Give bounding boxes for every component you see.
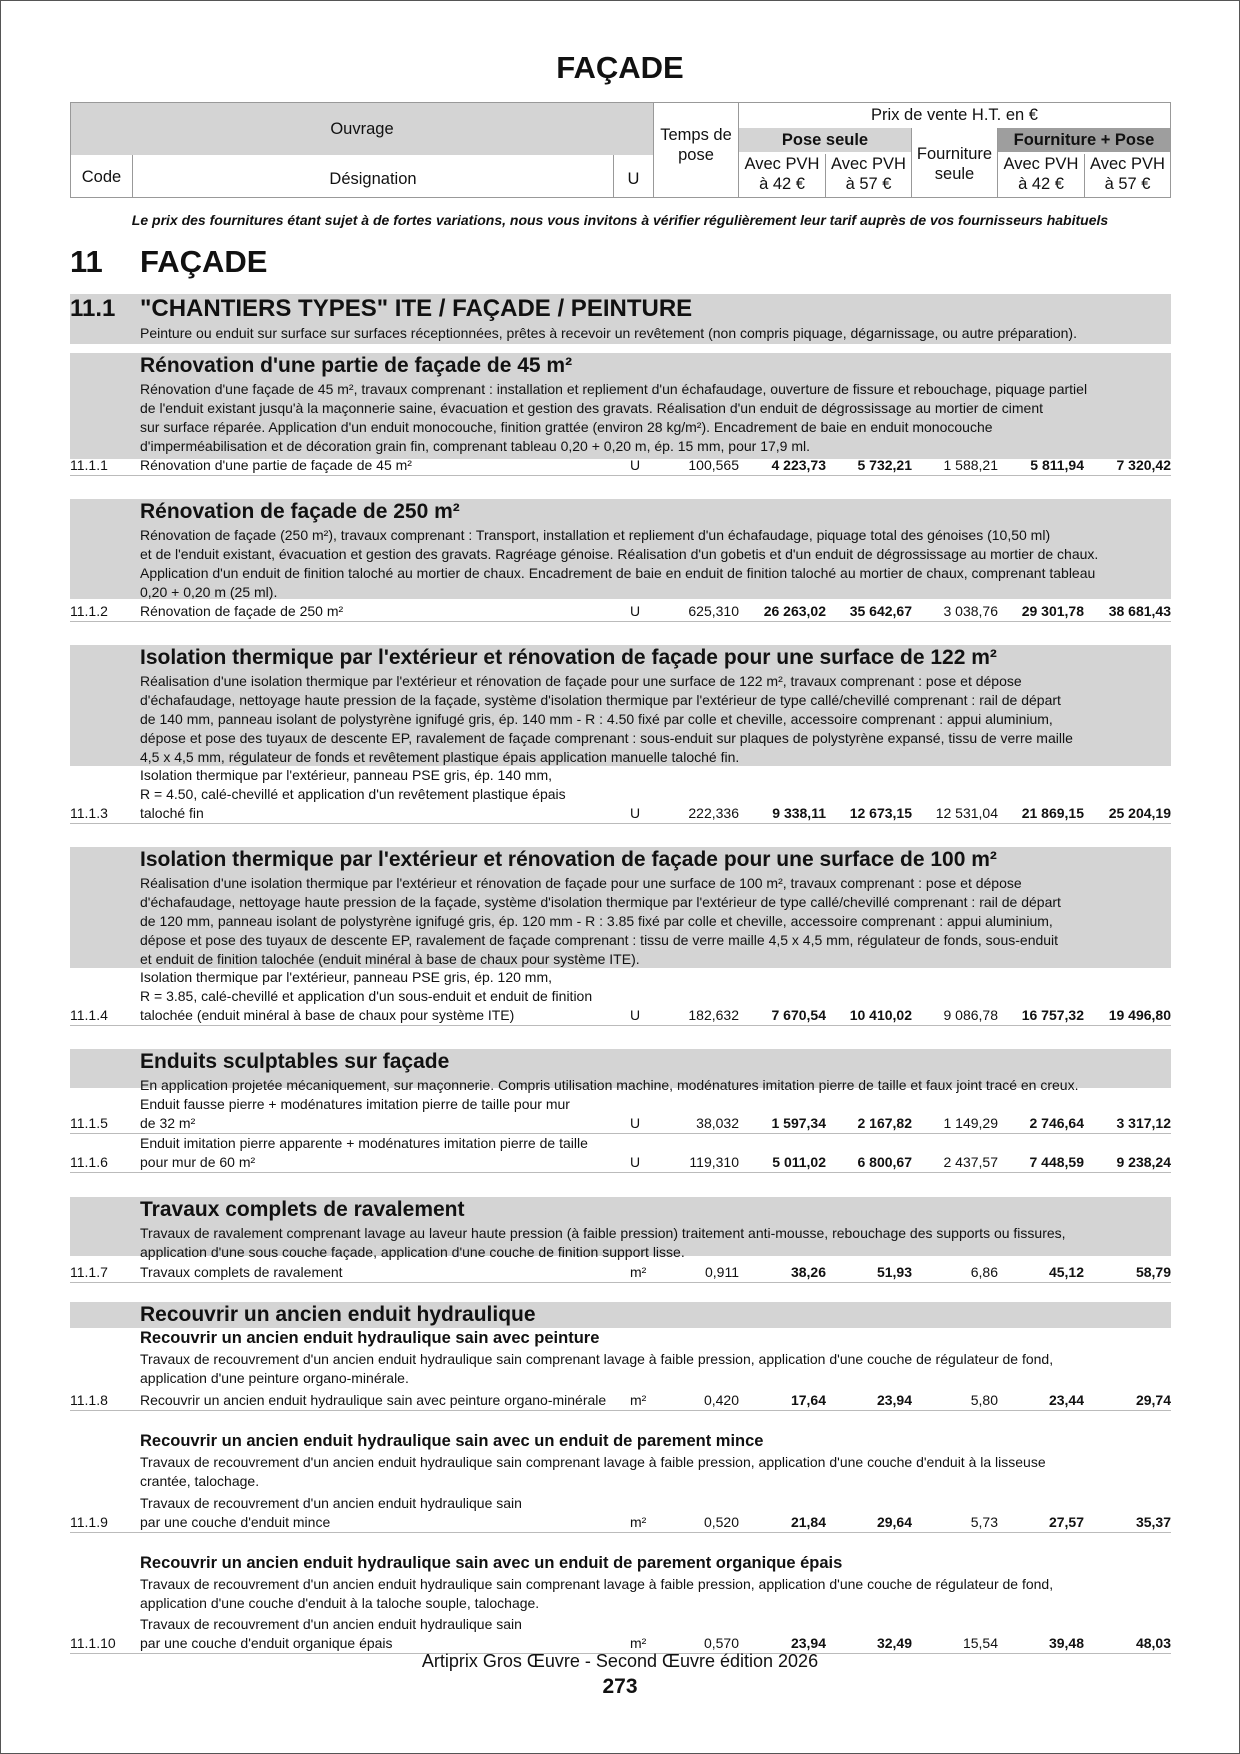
- group-description-line: et enduit de finition talochée (enduit minéral à base de chaux pour système ITE).: [140, 951, 640, 967]
- row-designation: [140, 1615, 640, 1653]
- row-fp-pvh57: 19 496,80: [1108, 1007, 1171, 1023]
- header-pose-pvh42: Avec PVH à 42 €: [744, 155, 820, 193]
- row-pose-pvh57: 12 673,15: [849, 805, 912, 821]
- header-fourniture-pose: Fourniture + Pose: [998, 128, 1170, 152]
- row-code: 11.1.2: [70, 603, 108, 619]
- row-designation-line: Enduit imitation pierre apparente + modénatures imitation pierre de taille: [140, 1135, 588, 1151]
- group-description-line: de l'enduit existant jusqu'à la maçonnerie saine, évacuation et gestion des gravats. Réalisation d'un enduit de dégrossissage au mortier de ciment: [140, 400, 1044, 416]
- row-fp-pvh57: 38 681,43: [1108, 603, 1171, 619]
- table-row: [70, 455, 1171, 476]
- group-description-line: de 120 mm, panneau isolant de polystyrène ignifugé gris, ép. 120 mm - R : 3.85 fixé par colle et cheville, accessoire comprenant : appui aluminium,: [140, 913, 1053, 929]
- row-unit: m²: [630, 1392, 647, 1408]
- row-unit: U: [630, 457, 641, 473]
- row-code: 11.1.3: [70, 805, 108, 821]
- header-temps-de-pose: Temps de pose: [653, 103, 739, 197]
- row-fp-pvh57: 48,03: [1135, 1635, 1171, 1651]
- group-title: Rénovation de façade de 250 m²: [140, 500, 460, 523]
- row-designation: [140, 1134, 640, 1172]
- row-fp-pvh42: 5 811,94: [1030, 457, 1084, 473]
- row-fourniture: 15,54: [962, 1635, 998, 1651]
- subgroup-title: Recouvrir un ancien enduit hydraulique sain avec un enduit de parement mince: [140, 1432, 764, 1450]
- row-code: 11.1.6: [70, 1154, 108, 1170]
- row-unit: m²: [630, 1514, 647, 1530]
- row-fp-pvh42: 16 757,32: [1021, 1007, 1084, 1023]
- row-pose-pvh57: 5 732,21: [857, 457, 912, 473]
- group-description-line: dépose et pose des tuyaux de descente EP, ravalement de façade comprenant : tissu de verre maille 4,5 x 4,5 mm, régulateur de fonds, sous-enduit: [140, 932, 1059, 948]
- header-code: Code: [71, 155, 133, 197]
- table-row: [70, 1494, 1171, 1533]
- group-description-line: Réalisation d'une isolation thermique par l'extérieur et rénovation de façade pour une surface de 100 m², travaux comprenant : pose et dépose: [140, 875, 1022, 891]
- row-designation: [140, 1494, 640, 1532]
- row-pose-pvh57: 6 800,67: [857, 1154, 912, 1170]
- row-designation-line: R = 4.50, calé-chevillé et application d'un revêtement plastique épais: [140, 786, 566, 802]
- section-title: "CHANTIERS TYPES" ITE / FAÇADE / PEINTURE: [140, 295, 693, 322]
- row-fp-pvh42: 45,12: [1048, 1264, 1084, 1280]
- row-fp-pvh42: 39,48: [1048, 1635, 1084, 1651]
- row-designation: [140, 1263, 640, 1282]
- chapter-heading: [70, 244, 267, 280]
- row-temps: 0,570: [703, 1635, 739, 1651]
- row-unit: U: [630, 1115, 641, 1131]
- row-designation: [140, 968, 640, 1025]
- row-unit: m²: [630, 1635, 647, 1651]
- group-description-line: Rénovation de façade (250 m²), travaux comprenant : Transport, installation et repliement d'un échafaudage, piquage total des génoises (10,50 ml): [140, 527, 1051, 543]
- header-prix-de-vente: Prix de vente H.T. en €: [871, 106, 1038, 124]
- section-description: Peinture ou enduit sur surface sur surfaces réceptionnées, prêtes à recevoir un revêtement (non compris piquage, dégarnissage, ou autre préparation).: [140, 325, 1077, 341]
- group-title: Recouvrir un ancien enduit hydraulique: [140, 1303, 536, 1326]
- table-row: [70, 1390, 1171, 1411]
- row-code: 11.1.10: [70, 1635, 116, 1651]
- row-fp-pvh57: 29,74: [1135, 1392, 1171, 1408]
- header-unit: U: [613, 155, 653, 197]
- row-unit: m²: [630, 1264, 647, 1280]
- row-pose-pvh42: 21,84: [790, 1514, 826, 1530]
- row-designation-line: Enduit fausse pierre + modénatures imitation pierre de taille pour mur: [140, 1096, 570, 1112]
- group-description-line: Rénovation d'une façade de 45 m², travaux comprenant : installation et repliement d'un échafaudage, ouverture de fissure et rebouchage, piquage partiel: [140, 381, 1088, 397]
- row-fp-pvh57: 9 238,24: [1116, 1154, 1171, 1170]
- row-designation-line: Rénovation de façade de 250 m²: [140, 603, 344, 619]
- row-fp-pvh57: 3 317,12: [1116, 1115, 1171, 1131]
- row-unit: U: [630, 1007, 641, 1023]
- row-pose-pvh42: 4 223,73: [771, 457, 826, 473]
- group-description-line: application d'une sous couche façade, application d'une couche de finition support lisse.: [140, 1244, 685, 1260]
- row-pose-pvh57: 32,49: [876, 1635, 912, 1651]
- row-temps: 38,032: [696, 1115, 739, 1131]
- group-description-line: Travaux de ravalement comprenant lavage au laveur haute pression (à faible pression) traitement anti-mousse, rebouchage des supports ou fissures,: [140, 1225, 1066, 1241]
- row-temps: 222,336: [688, 805, 739, 821]
- table-row: [70, 1095, 1171, 1134]
- table-row: [70, 601, 1171, 622]
- row-fp-pvh42: 23,44: [1048, 1392, 1084, 1408]
- section-number: 11.1: [70, 295, 116, 322]
- subgroup-description-line: Travaux de recouvrement d'un ancien enduit hydraulique sain comprenant lavage à faible pression, application d'une couche de régulateur de fond,: [140, 1576, 1054, 1592]
- chapter-title: FAÇADE: [140, 244, 268, 279]
- group-description-line: En application projetée mécaniquement, sur maçonnerie. Compris utilisation machine, modénatures imitation pierre de taille et faux joint tracé en creux.: [140, 1077, 1079, 1093]
- group-title: Isolation thermique par l'extérieur et rénovation de façade pour une surface de 100 m²: [140, 848, 997, 871]
- row-pose-pvh57: 29,64: [876, 1514, 912, 1530]
- row-designation-line: Recouvrir un ancien enduit hydraulique sain avec peinture organo-minérale: [140, 1392, 607, 1408]
- price-notice: Le prix des fournitures étant sujet à de fortes variations, nous vous invitons à vérifier régulièrement leur tarif auprès de vos fournisseurs habituels: [131, 212, 1109, 228]
- chapter-number: 11: [70, 244, 103, 279]
- row-designation-line: Rénovation d'une partie de façade de 45 m²: [140, 457, 412, 473]
- row-designation-line: Travaux complets de ravalement: [140, 1264, 343, 1280]
- row-pose-pvh57: 35 642,67: [849, 603, 912, 619]
- table-row: [70, 1134, 1171, 1173]
- row-pose-pvh57: 10 410,02: [849, 1007, 912, 1023]
- group-title: Enduits sculptables sur façade: [140, 1050, 450, 1073]
- row-code: 11.1.9: [70, 1514, 108, 1530]
- row-pose-pvh57: 51,93: [876, 1264, 912, 1280]
- row-fp-pvh57: 35,37: [1135, 1514, 1171, 1530]
- row-fp-pvh57: 25 204,19: [1108, 805, 1171, 821]
- row-pose-pvh57: 2 167,82: [857, 1115, 912, 1131]
- row-pose-pvh42: 7 670,54: [771, 1007, 826, 1023]
- row-fourniture: 3 038,76: [943, 603, 998, 619]
- group-description-line: Réalisation d'une isolation thermique par l'extérieur et rénovation de façade pour une surface de 122 m², travaux comprenant : pose et dépose: [140, 673, 1022, 689]
- subgroup-description-line: application d'une peinture organo-minérale.: [140, 1370, 409, 1386]
- page-title: FAÇADE: [556, 50, 684, 85]
- row-fourniture: 9 086,78: [943, 1007, 998, 1023]
- row-fp-pvh42: 21 869,15: [1021, 805, 1084, 821]
- row-code: 11.1.5: [70, 1115, 108, 1131]
- row-pose-pvh42: 26 263,02: [763, 603, 826, 619]
- group-description-line: de 140 mm, panneau isolant de polystyrène ignifugé gris, ép. 140 mm - R : 4.50 fixé par colle et cheville, accessoire comprenant : appui aluminium,: [140, 711, 1053, 727]
- row-fp-pvh57: 7 320,42: [1116, 457, 1171, 473]
- row-code: 11.1.8: [70, 1392, 108, 1408]
- group-description-line: Application d'un enduit de finition taloché au mortier de chaux. Encadrement de baie en enduit de finition taloché au mortier de chaux, comprenant tableau: [140, 565, 1096, 581]
- row-designation: [140, 1391, 640, 1410]
- row-designation-line: Travaux de recouvrement d'un ancien enduit hydraulique sain: [140, 1495, 522, 1511]
- group-description-line: dépose et pose des tuyaux de descente EP, ravalement de façade comprenant : sous-enduit sur plaques de polystyrène expansé, tissu de verre maille: [140, 730, 1073, 746]
- subgroup-description-line: application d'une couche d'enduit à la taloche souple, talochage.: [140, 1595, 540, 1611]
- page-number: 273: [602, 1675, 638, 1698]
- group-description-line: sur surface réparée. Application d'un enduit monocouche, finition grattée (environ 28 kg/m²). Encadrement de baie en enduit monocouche: [140, 419, 993, 435]
- header-designation: Désignation: [329, 170, 417, 188]
- row-fourniture: 5,73: [970, 1514, 998, 1530]
- row-pose-pvh42: 9 338,11: [772, 805, 826, 821]
- subgroup-description-line: crantée, talochage.: [140, 1473, 260, 1489]
- header-table: [70, 102, 1171, 198]
- header-fourniture-seule: Fourniture seule: [911, 128, 998, 197]
- row-designation-line: par une couche d'enduit organique épais: [140, 1635, 393, 1651]
- row-code: 11.1.4: [70, 1007, 108, 1023]
- header-pose-pvh57: Avec PVH à 57 €: [825, 154, 911, 197]
- row-pose-pvh42: 17,64: [790, 1392, 826, 1408]
- row-fp-pvh42: 29 301,78: [1021, 603, 1084, 619]
- subgroup-title: Recouvrir un ancien enduit hydraulique sain avec peinture: [140, 1329, 600, 1347]
- row-temps: 0,911: [705, 1264, 739, 1280]
- row-fp-pvh42: 2 746,64: [1029, 1115, 1084, 1131]
- row-designation: [140, 766, 640, 823]
- row-pose-pvh57: 23,94: [876, 1392, 912, 1408]
- subgroup-description-line: Travaux de recouvrement d'un ancien enduit hydraulique sain comprenant lavage à faible pression, application d'une couche de régulateur de fond,: [140, 1351, 1054, 1367]
- row-unit: U: [630, 603, 641, 619]
- row-designation: [140, 602, 640, 621]
- group-description-line: et de l'enduit existant, évacuation et gestion des gravats. Ragréage génoise. Réalisation d'un gobetis et d'un enduit de dégrossissage au mortier de chaux.: [140, 546, 1099, 562]
- subgroup-description-line: Travaux de recouvrement d'un ancien enduit hydraulique sain comprenant lavage à faible pression, application d'une couche d'enduit à la lisseuse: [140, 1454, 1046, 1470]
- row-pose-pvh42: 1 597,34: [771, 1115, 826, 1131]
- group-description-line: d'imperméabilisation et de décoration grain fin, comprenant tableau 0,20 + 0,20 m, ép. 15 mm, pour 17,9 ml.: [140, 438, 810, 454]
- row-temps: 0,420: [703, 1392, 739, 1408]
- row-pose-pvh42: 38,26: [790, 1264, 826, 1280]
- row-designation-line: Travaux de recouvrement d'un ancien enduit hydraulique sain: [140, 1616, 522, 1632]
- row-pose-pvh42: 5 011,02: [772, 1154, 826, 1170]
- row-code: 11.1.1: [70, 457, 108, 473]
- row-designation-line: talochée (enduit minéral à base de chaux pour système ITE): [140, 1007, 515, 1023]
- row-temps: 625,310: [688, 603, 739, 619]
- row-fourniture: 2 437,57: [943, 1154, 998, 1170]
- row-fp-pvh42: 7 448,59: [1029, 1154, 1084, 1170]
- header-ouvrage: Ouvrage: [71, 103, 653, 155]
- row-temps: 0,520: [703, 1514, 739, 1530]
- group-title: Isolation thermique par l'extérieur et rénovation de façade pour une surface de 122 m²: [140, 646, 997, 669]
- footer-publication: Artiprix Gros Œuvre - Second Œuvre édition 2026: [421, 1651, 819, 1671]
- group-title: Travaux complets de ravalement: [140, 1198, 465, 1221]
- header-fp-pvh42: Avec PVH à 42 €: [1003, 155, 1079, 193]
- group-description-line: d'échafaudage, nettoyage haute pression de la façade, système d'isolation thermique par l'extérieur de type callé/chevillé comprenant : rail de départ: [140, 692, 1061, 708]
- row-fourniture: 6,86: [970, 1264, 998, 1280]
- table-row: [70, 1615, 1171, 1654]
- row-fourniture: 5,80: [970, 1392, 998, 1408]
- row-temps: 100,565: [688, 457, 739, 473]
- row-fourniture: 1 588,21: [943, 457, 998, 473]
- row-unit: U: [630, 1154, 641, 1170]
- row-temps: 119,310: [689, 1154, 739, 1170]
- header-pose-seule: Pose seule: [739, 128, 911, 152]
- table-row: [70, 969, 1171, 1026]
- row-designation-line: pour mur de 60 m²: [140, 1154, 256, 1170]
- group-title: Rénovation d'une partie de façade de 45 m²: [140, 354, 573, 377]
- row-designation-line: Isolation thermique par l'extérieur, panneau PSE gris, ép. 140 mm,: [140, 767, 553, 783]
- header-fp-pvh57: Avec PVH à 57 €: [1084, 154, 1170, 197]
- row-designation: [140, 1095, 640, 1133]
- row-designation-line: R = 3.85, calé-chevillé et application d'un sous-enduit et enduit de finition: [140, 988, 593, 1004]
- section-heading: [70, 294, 1171, 344]
- table-row: [70, 1262, 1171, 1283]
- row-temps: 182,632: [688, 1007, 739, 1023]
- table-row: [70, 767, 1171, 824]
- row-designation-line: de 32 m²: [140, 1115, 196, 1131]
- group-description-line: d'échafaudage, nettoyage haute pression de la façade, système d'isolation thermique par l'extérieur de type callé/chevillé comprenant : rail de départ: [140, 894, 1061, 910]
- group-description-line: 0,20 + 0,20 m (25 ml).: [140, 584, 278, 600]
- row-fp-pvh57: 58,79: [1135, 1264, 1171, 1280]
- row-designation: [140, 456, 640, 475]
- row-code: 11.1.7: [70, 1264, 108, 1280]
- row-designation-line: taloché fin: [140, 805, 204, 821]
- row-unit: U: [630, 805, 641, 821]
- row-fourniture: 12 531,04: [935, 805, 998, 821]
- subgroup-title: Recouvrir un ancien enduit hydraulique sain avec un enduit de parement organique épais: [140, 1554, 843, 1572]
- row-fp-pvh42: 27,57: [1048, 1514, 1084, 1530]
- row-pose-pvh42: 23,94: [790, 1635, 826, 1651]
- row-designation-line: Isolation thermique par l'extérieur, panneau PSE gris, ép. 120 mm,: [140, 969, 553, 985]
- group-description-line: 4,5 x 4,5 mm, régulateur de fonds et revêtement plastique épais application manuelle taloché fin.: [140, 749, 740, 765]
- row-designation-line: par une couche d'enduit mince: [140, 1514, 331, 1530]
- row-fourniture: 1 149,29: [943, 1115, 998, 1131]
